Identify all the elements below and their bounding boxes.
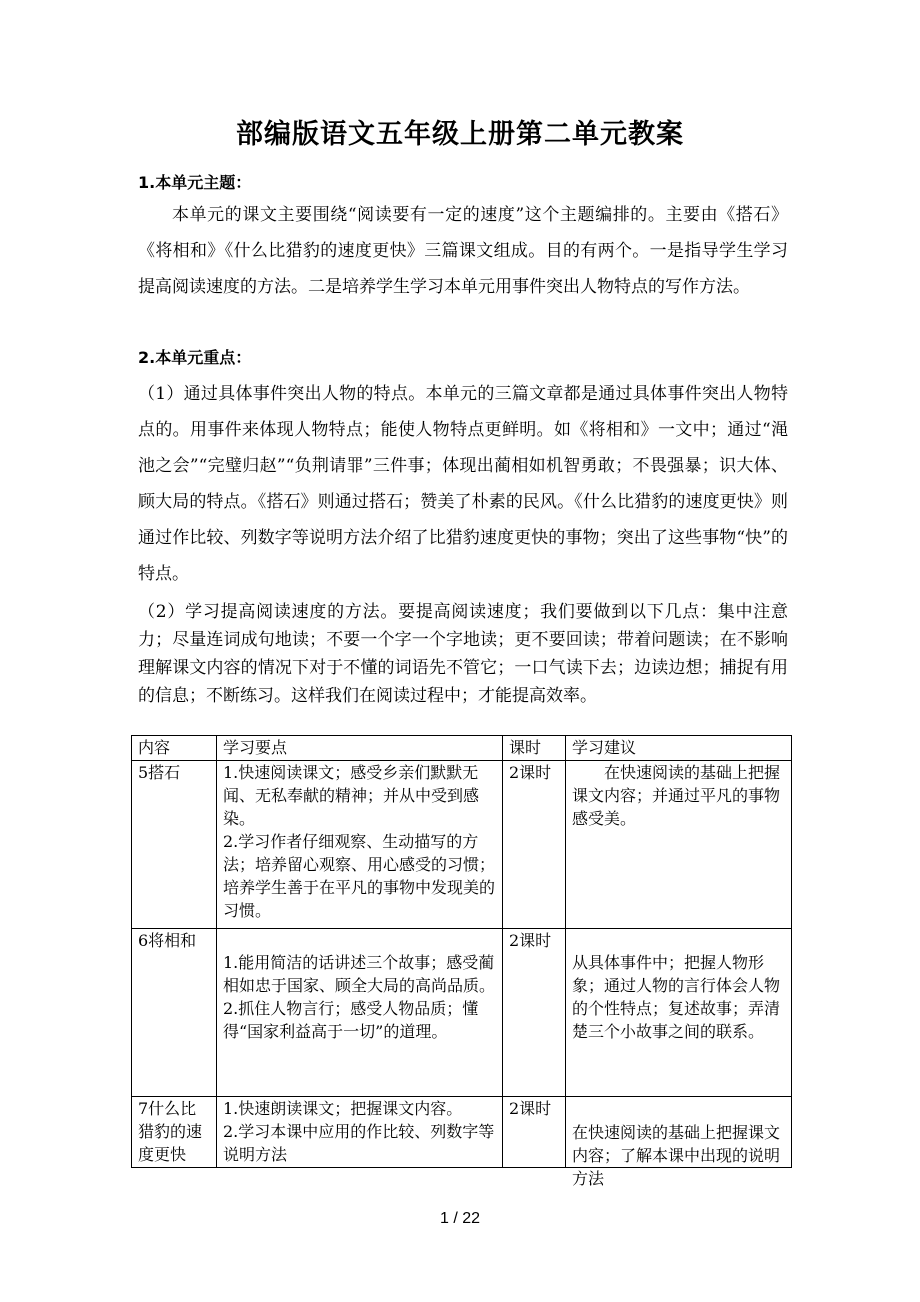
row-advice: 在快速阅读的基础上把握课文内容；并通过平凡的事物感受美。 <box>566 761 792 929</box>
row-point-1: 1.能用简洁的话讲述三个故事；感受蔺相如忠于国家、顾全大局的高尚品质。 <box>223 953 496 995</box>
row-content: 6将相和 <box>132 929 217 1097</box>
table-row <box>132 761 792 929</box>
row-hours: 2课时 <box>503 761 566 929</box>
header-hours: 课时 <box>503 736 566 761</box>
theme-paragraph: 本单元的课文主要围绕“阅读要有一定的速度”这个主题编排的。主要由《搭石》《将相和》《什么比猎豹的速度更快》三篇课文组成。目的有两个。一是指导学生学习提高阅读速度的方法。二是培养学生学习本单元用事件突出人物特点的写作方法。 <box>138 205 788 297</box>
document-title: 部编版语文五年级上册第二单元教案 <box>236 119 684 150</box>
row-points <box>217 1097 503 1168</box>
row-points-clip <box>223 1097 496 1167</box>
row-point-2: 2.学习作者仔细观察、生动描写的方法；培养留心观察、用心感受的习惯；培养学生善于在平凡的事物中发现美的习惯。 <box>223 832 496 920</box>
row-hours: 2课时 <box>503 929 566 1097</box>
lesson-plan-table <box>131 735 792 1188</box>
page-indicator: 1 / 22 <box>439 1210 481 1227</box>
row-content-text: 7什么比猎豹的速度更快 <box>138 1099 203 1164</box>
header-advice: 学习建议 <box>566 736 792 761</box>
row-advice: 从具体事件中；把握人物形象；通过人物的言行体会人物的个性特点；复述故事；弄清楚三个小故事之间的联系。 <box>566 929 792 1097</box>
section-heading-focus: 2.本单元重点： <box>138 348 252 367</box>
row-point-1: 1.快速阅读课文；感受乡亲们默默无闻、无私奉献的精神；并从中受到感染。 <box>223 763 480 828</box>
table-row <box>132 1097 792 1168</box>
header-content: 内容 <box>132 736 217 761</box>
row-point-2: 2.抓住人物言行；感受人物品质；懂得“国家利益高于一切”的道理。 <box>223 999 479 1041</box>
row-content <box>132 1097 217 1168</box>
row-advice-text: 在快速阅读的基础上把握课文内容；了解本课中出现的说明方法 <box>572 1123 781 1188</box>
row-advice <box>566 1097 792 1188</box>
row-point-1: 1.快速朗读课文；把握课文内容。 <box>223 1099 463 1118</box>
row-point-2: 2.学习本课中应用的作比较、列数字等说明方法 <box>223 1122 495 1164</box>
row-points <box>217 929 503 1097</box>
focus-point-1: （1）通过具体事件突出人物的特点。本单元的三篇文章都是通过具体事件突出人物特点的。用事件来体现人物特点；能使人物特点更鲜明。如《将相和》一文中；通过“渑池之会”“完璧归赵”“负荆请罪”三件事；体现出蔺相如机智勇敢；不畏强暴；识大体、顾大局的特点。《搭石》则通过搭石；赞美了朴素的民风。《什么比猎豹的速度更快》则通过作比较、列数字等说明方法介绍了比猎豹速度更快的事物；突出了这些事物“快”的特点。 <box>138 384 788 584</box>
table-row <box>132 929 792 1097</box>
row-points <box>217 761 503 929</box>
section-heading-theme: 1.本单元主题： <box>138 173 252 192</box>
focus-point-2: （2）学习提高阅读速度的方法。要提高阅读速度；我们要做到以下几点：集中注意力；尽量连词成句地读；不要一个字一个字地读；更不要回读；带着问题读；在不影响理解课文内容的情况下对于不懂的词语先不管它；一口气读下去；边读边想；捕捉有用的信息；不断练习。这样我们在阅读过程中；才能提高效率。 <box>138 602 788 706</box>
table-header-row <box>132 736 792 761</box>
row-hours: 2课时 <box>503 1097 566 1168</box>
header-points: 学习要点 <box>217 736 503 761</box>
row-content: 5搭石 <box>132 761 217 929</box>
